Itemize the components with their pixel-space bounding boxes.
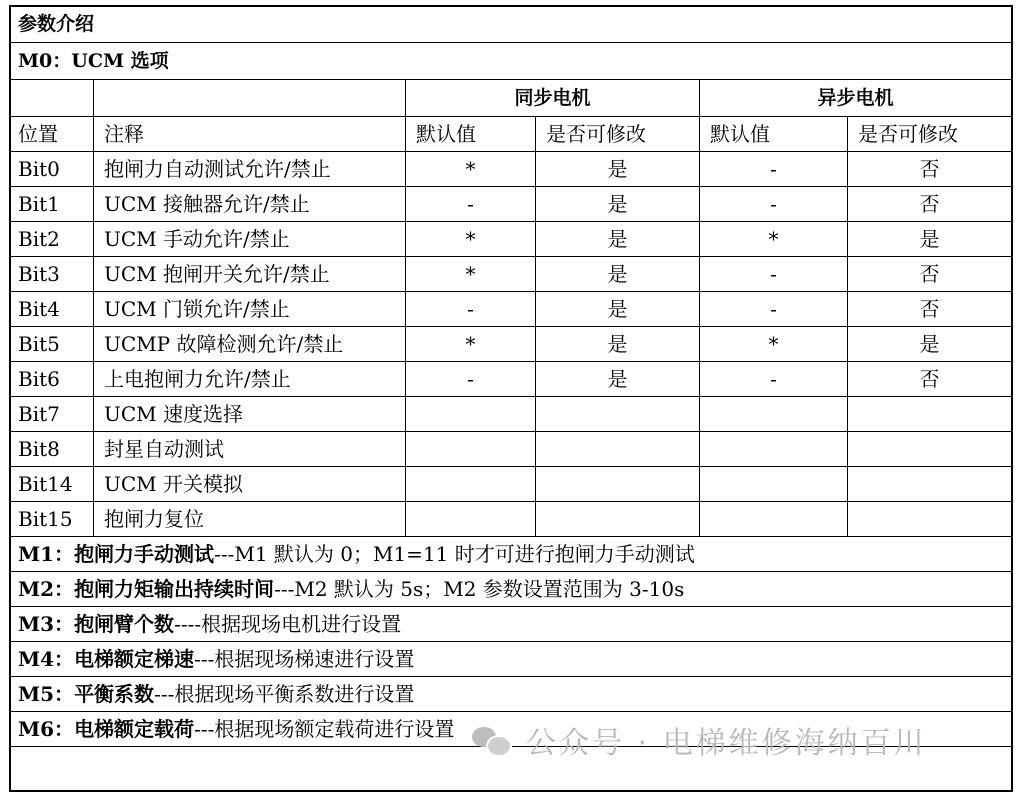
group-header-row bbox=[10, 80, 1012, 117]
sync-modifiable-cell bbox=[536, 397, 700, 432]
sync-modifiable-cell: 是 bbox=[536, 187, 700, 222]
col-position: 位置 bbox=[10, 117, 94, 152]
param-name: 平衡系数 bbox=[74, 682, 155, 706]
empty-cell bbox=[94, 80, 406, 117]
bit-cell: Bit14 bbox=[10, 467, 94, 502]
bit-cell: Bit15 bbox=[10, 502, 94, 537]
col-note: 注释 bbox=[94, 117, 406, 152]
note-cell: 抱闸力复位 bbox=[94, 502, 406, 537]
param-description: ---根据现场平衡系数进行设置 bbox=[154, 682, 415, 706]
param-row bbox=[10, 607, 1012, 642]
param-description: ----根据现场电机进行设置 bbox=[174, 612, 402, 636]
sync-motor-header: 同步电机 bbox=[406, 80, 700, 117]
async-default-cell: - bbox=[700, 152, 848, 187]
sync-modifiable-cell bbox=[536, 502, 700, 537]
sync-default-cell bbox=[406, 397, 536, 432]
sync-modifiable-cell: 是 bbox=[536, 292, 700, 327]
col-async-default: 默认值 bbox=[700, 117, 848, 152]
param-cell bbox=[10, 537, 1012, 572]
async-default-cell: - bbox=[700, 292, 848, 327]
async-modifiable-cell: 是 bbox=[848, 327, 1012, 362]
async-default-cell bbox=[700, 502, 848, 537]
note-cell: UCM 门锁允许/禁止 bbox=[94, 292, 406, 327]
sync-default-cell: - bbox=[406, 362, 536, 397]
wechat-icon bbox=[472, 725, 512, 755]
async-modifiable-cell bbox=[848, 432, 1012, 467]
sync-modifiable-cell: 是 bbox=[536, 152, 700, 187]
sync-modifiable-cell: 是 bbox=[536, 257, 700, 292]
param-row bbox=[10, 642, 1012, 677]
table-row bbox=[10, 187, 1012, 222]
param-cell bbox=[10, 607, 1012, 642]
param-description: ---根据现场梯速进行设置 bbox=[194, 647, 415, 671]
sync-default-cell bbox=[406, 502, 536, 537]
async-default-cell bbox=[700, 397, 848, 432]
param-row bbox=[10, 537, 1012, 572]
param-label: M4： bbox=[18, 647, 75, 671]
async-modifiable-cell bbox=[848, 397, 1012, 432]
sync-default-cell bbox=[406, 467, 536, 502]
param-label: M5： bbox=[18, 682, 75, 706]
col-async-modifiable: 是否可修改 bbox=[848, 117, 1012, 152]
param-cell bbox=[10, 642, 1012, 677]
table-row bbox=[10, 292, 1012, 327]
sync-default-cell: - bbox=[406, 187, 536, 222]
param-name: 抱闸力矩输出持续时间 bbox=[74, 577, 275, 601]
title-row bbox=[10, 6, 1012, 43]
parameter-document bbox=[9, 5, 1011, 790]
param-name: 电梯额定梯速 bbox=[74, 647, 195, 671]
table-row bbox=[10, 257, 1012, 292]
sync-modifiable-cell bbox=[536, 467, 700, 502]
async-default-cell: * bbox=[700, 327, 848, 362]
sync-default-cell: * bbox=[406, 222, 536, 257]
async-default-cell bbox=[700, 467, 848, 502]
async-modifiable-cell: 否 bbox=[848, 152, 1012, 187]
column-header-row bbox=[10, 117, 1012, 152]
async-modifiable-cell: 否 bbox=[848, 257, 1012, 292]
param-name: 电梯额定载荷 bbox=[74, 717, 195, 741]
table-row bbox=[10, 397, 1012, 432]
sync-modifiable-cell bbox=[536, 432, 700, 467]
bit-cell: Bit7 bbox=[10, 397, 94, 432]
table-row bbox=[10, 152, 1012, 187]
m0-title: M0：UCM 选项 bbox=[10, 43, 1012, 80]
bit-cell: Bit1 bbox=[10, 187, 94, 222]
param-row bbox=[10, 677, 1012, 712]
bit-cell: Bit0 bbox=[10, 152, 94, 187]
bit-cell: Bit5 bbox=[10, 327, 94, 362]
param-description: ---M2 默认为 5s；M2 参数设置范围为 3-10s bbox=[274, 577, 685, 601]
async-modifiable-cell: 否 bbox=[848, 292, 1012, 327]
watermark-text: 公众号 · 电梯维修海纳百川 bbox=[526, 726, 927, 761]
bit-cell: Bit3 bbox=[10, 257, 94, 292]
table-row bbox=[10, 327, 1012, 362]
note-cell: 上电抱闸力允许/禁止 bbox=[94, 362, 406, 397]
param-row bbox=[10, 572, 1012, 607]
table-row bbox=[10, 432, 1012, 467]
empty-cell bbox=[10, 80, 94, 117]
m0-row bbox=[10, 43, 1012, 80]
sync-default-cell: - bbox=[406, 292, 536, 327]
watermark bbox=[472, 720, 927, 760]
async-default-cell: - bbox=[700, 362, 848, 397]
note-cell: 封星自动测试 bbox=[94, 432, 406, 467]
sync-default-cell bbox=[406, 432, 536, 467]
param-label: M2： bbox=[18, 577, 75, 601]
bit-cell: Bit8 bbox=[10, 432, 94, 467]
sync-default-cell: * bbox=[406, 152, 536, 187]
param-description: ---M1 默认为 0；M1=11 时才可进行抱闸力手动测试 bbox=[214, 542, 695, 566]
bit-cell: Bit6 bbox=[10, 362, 94, 397]
param-cell bbox=[10, 572, 1012, 607]
bit-cell: Bit4 bbox=[10, 292, 94, 327]
async-default-cell: - bbox=[700, 187, 848, 222]
table-row bbox=[10, 362, 1012, 397]
param-label: M1： bbox=[18, 542, 75, 566]
sync-default-cell: * bbox=[406, 257, 536, 292]
async-default-cell bbox=[700, 432, 848, 467]
param-description: ---根据现场额定载荷进行设置 bbox=[194, 717, 455, 741]
sync-modifiable-cell: 是 bbox=[536, 222, 700, 257]
param-label: M6： bbox=[18, 717, 75, 741]
note-cell: 抱闸力自动测试允许/禁止 bbox=[94, 152, 406, 187]
param-label: M3： bbox=[18, 612, 75, 636]
param-cell bbox=[10, 677, 1012, 712]
param-name: 抱闸臂个数 bbox=[74, 612, 175, 636]
sync-modifiable-cell: 是 bbox=[536, 362, 700, 397]
async-modifiable-cell: 否 bbox=[848, 187, 1012, 222]
sync-modifiable-cell: 是 bbox=[536, 327, 700, 362]
col-sync-default: 默认值 bbox=[406, 117, 536, 152]
note-cell: UCM 抱闸开关允许/禁止 bbox=[94, 257, 406, 292]
async-modifiable-cell: 是 bbox=[848, 222, 1012, 257]
sync-default-cell: * bbox=[406, 327, 536, 362]
table-row bbox=[10, 222, 1012, 257]
note-cell: UCM 手动允许/禁止 bbox=[94, 222, 406, 257]
async-modifiable-cell bbox=[848, 502, 1012, 537]
async-modifiable-cell bbox=[848, 467, 1012, 502]
param-name: 抱闸力手动测试 bbox=[74, 542, 215, 566]
document-title: 参数介绍 bbox=[10, 6, 1012, 43]
parameter-table bbox=[9, 5, 1012, 747]
async-modifiable-cell: 否 bbox=[848, 362, 1012, 397]
note-cell: UCM 速度选择 bbox=[94, 397, 406, 432]
async-motor-header: 异步电机 bbox=[700, 80, 1012, 117]
note-cell: UCM 接触器允许/禁止 bbox=[94, 187, 406, 222]
note-cell: UCM 开关模拟 bbox=[94, 467, 406, 502]
bit-cell: Bit2 bbox=[10, 222, 94, 257]
col-sync-modifiable: 是否可修改 bbox=[536, 117, 700, 152]
async-default-cell: - bbox=[700, 257, 848, 292]
note-cell: UCMP 故障检测允许/禁止 bbox=[94, 327, 406, 362]
table-row bbox=[10, 502, 1012, 537]
async-default-cell: * bbox=[700, 222, 848, 257]
table-row bbox=[10, 467, 1012, 502]
